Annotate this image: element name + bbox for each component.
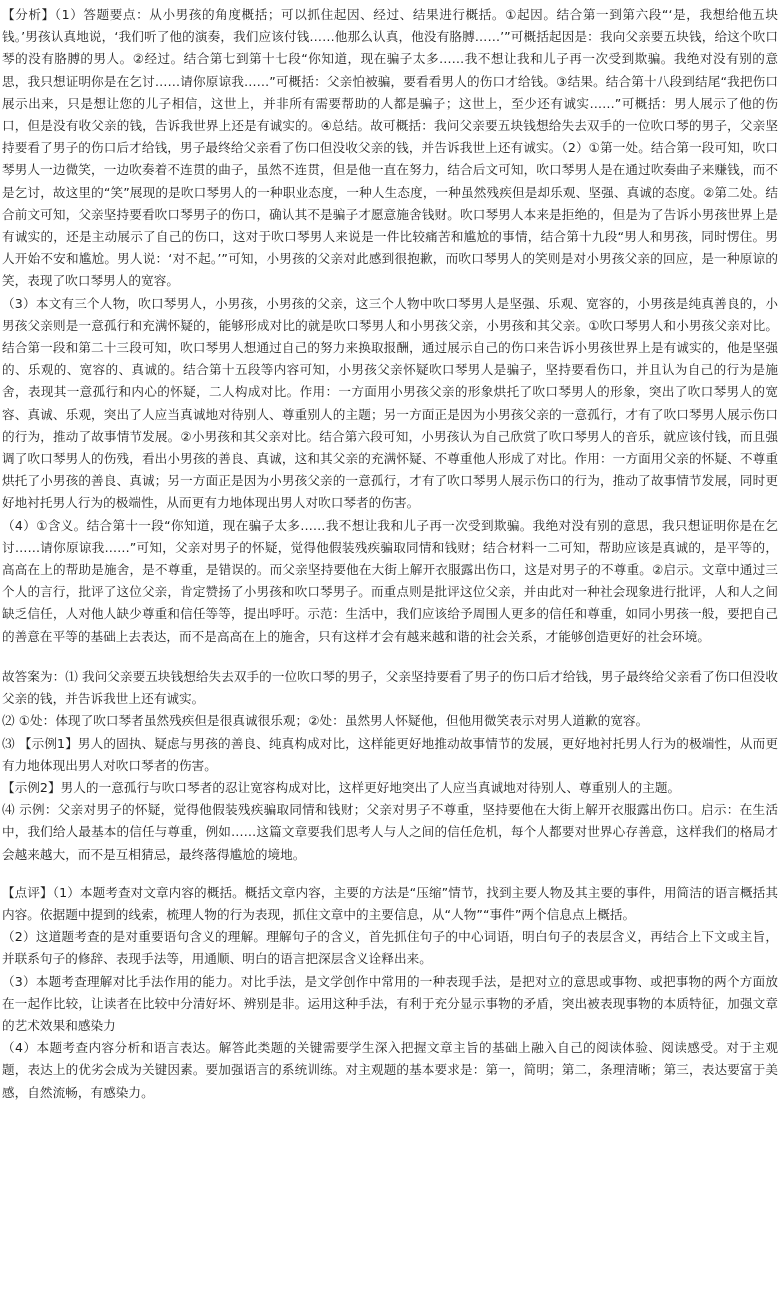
analysis-paragraph-2: （3）本文有三个人物，吹口琴男人，小男孩，小男孩的父亲，这三个人物中吹口琴男人是坚强、乐观、宽容的，小男孩是纯真善良的，小男孩父亲则是一意孤行和充满怀疑的，能够形成对比的就是吹口琴男人和小男孩父亲，小男孩和其父亲。①吹口琴男人和小男孩父亲对比。结合第一段和第二十三段可知，吹口琴男人想通过自己的努力来换取报酬，通过展示自己的伤口来告诉小男孩世界上是有诚实的，他是坚强的、乐观的、宽容的、真诚的。结合第十五段等内容可知，小男孩父亲怀疑吹口琴男人是骗子，坚持要看伤口，并且认为自己的行为是施舍，表现其一意孤行和内心的怀疑，二人构成对比。作用：一方面用小男孩父亲的形象烘托了吹口琴男人的形象，突出了吹口琴男人的宽容、真诚、乐观，突出了人应当真诚地对待别人、尊重别人的主题；另一方面正是因为小男孩父亲的一意孤行，才有了吹口琴男人展示伤口的行为，推动了故事情节发展。②小男孩和其父亲对比。结合第六段可知，小男孩认为自己欣赏了吹口琴男人的音乐，就应该付钱，而且强调了吹口琴男人的伤残，看出小男孩的善良、真诚，这和其父亲的充满怀疑、不尊重他人形成了对比。作用：一方面用父亲的怀疑、不尊重烘托了小男孩的善良、真诚；另一方面正是因为小男孩父亲的一意孤行，才有了吹口琴男人展示伤口的行为，推动了故事情节发展，同时更好地衬托男人行为的极端性，从而更有力地体现出男人对吹口琴者的伤害。 — [2, 295, 778, 511]
analysis-paragraph-1: 【分析】（1）答题要点：从小男孩的角度概括；可以抓住起因、经过、结果进行概括。①起因。结合第一到第六段“‘是，我想给他五块钱。’男孩认真地说，‘我们听了他的演奏，我们应该付钱……他那么认真，他没有胳膊……’”可概括起因是：我向父亲要五块钱，给这个吹口琴的没有胳膊的男人。②经过。结合第七到第十七段“你知道，现在骗子太多……我不想让我和儿子再一次受到欺骗。我绝对没有别的意思，我只想证明你是在乞讨……请你原谅我……”可概括：父亲怕被骗，要看看男人的伤口才给钱。③结果。结合第十八段到结尾“我把伤口展示出来，只是想让您的儿子相信，这世上，并非所有需要帮助的人都是骗子；这世上，至少还有诚实……”可概括：男人展示了他的伤口，但是没有收父亲的钱，告诉我世界上还是有诚实的。④总结。故可概括：我问父亲要五块钱想给失去双手的一位吹口琴的男子，父亲坚持要看了男子的伤口后才给钱，男子最终给父亲看了伤口但没收父亲的钱，并告诉我世上还有诚实。（2）①第一处。结合第一段可知，吹口琴男人一边微笑，一边吹奏着不连贯的曲子，虽然不连贯，但是他一直在努力，结合后文可知，吹口琴男人是在通过吹奏曲子来赚钱，而不是乞讨，故这里的“笑”展现的是吹口琴男人的一种职业态度，一种人生态度，一种虽然残疾但是却乐观、坚强、真诚的态度。②第二处。结合前文可知，父亲坚持要看吹口琴男子的伤口，确认其不是骗子才愿意施舍钱财。吹口琴男人本来是拒绝的，但是为了告诉小男孩世界上是有诚实的，还是主动展示了自己的伤口，这对于吹口琴男人来说是一件比较痛苦和尴尬的事情，结合第十九段“男人和男孩，同时愣住。男人开始不安和尴尬。男人说：‘对不起。’”可知，小男孩的父亲对此感到很抱歉，而吹口琴男人的笑则是对小男孩父亲的回应，是一种原谅的笑，表现了吹口琴男人的宽容。 — [2, 7, 778, 289]
answer-paragraph-2: ⑵ ①处：体现了吹口琴者虽然残疾但是很真诚很乐观；②处：虽然男人怀疑他，但他用微笑表示对男人道歉的宽容。 — [2, 713, 649, 729]
comment-paragraph-2: （2）这道题考查的是对重要语句含义的理解。理解句子的含义，首先抓住句子的中心词语，明白句子的表层含义，再结合上下文或主旨，并联系句子的修辞、表现手法等，用通顺、明白的语言把深层含义诠释出来。 — [2, 929, 778, 967]
section-gap — [2, 648, 778, 666]
answer-paragraph-3: ⑶ 【示例1】男人的固执、疑虑与男孩的善良、纯真构成对比，这样能更好地推动故事情节的发展，更好地衬托男人行为的极端性，从而更有力地体现出男人对吹口琴者的伤害。 — [2, 735, 778, 773]
comment-paragraph-4: （4）本题考查内容分析和语言表达。解答此类题的关键需要学生深入把握文章主旨的基础上融入自己的阅读体验、阅读感受。对于主观题，表达上的优劣会成为关键因素。要加强语言的系统训练。对主观题的基本要求是：第一，简明；第二，条理清晰；第三，表达要富于美感，自然流畅，有感染力。 — [2, 1040, 778, 1100]
analysis-paragraph-3: （4）①含义。结合第十一段“你知道，现在骗子太多……我不想让我和儿子再一次受到欺骗。我绝对没有别的意思，我只想证明你是在乞讨……请你原谅我……”可知，父亲对男子的怀疑，觉得他假装残疾骗取同情和钱财；结合材料一二可知，帮助应该是真诚的，是平等的，高高在上的帮助是施舍，是不尊重，是错误的。而父亲坚持要他在大街上解开衣服露出伤口，这是对男子的不尊重。②启示。文章中通过三个人的言行，批评了这位父亲，肯定赞扬了小男孩和吹口琴男子。而重点则是批评这位父亲，并由此对一种社会现象进行批评，人和人之间缺乏信任，人对他人缺少尊重和信任等等，提出呼吁。示范：生活中，我们应该给予周围人更多的信任和尊重，如同小男孩一般，要把自己的善意在平等的基础上去表达，而不是高高在上的施舍，只有这样才会有越来越和谐的社会关系，才能够创造更好的社会环境。 — [2, 517, 778, 644]
answer-paragraph-1: 故答案为：⑴ 我问父亲要五块钱想给失去双手的一位吹口琴的男子，父亲坚持要看了男子的伤口后才给钱，男子最终给父亲看了伤口但没收父亲的钱，并告诉我世上还有诚实。 — [2, 668, 778, 707]
comment-paragraph-3: （3）本题考查理解对比手法作用的能力。对比手法，是文学创作中常用的一种表现手法，是把对立的意思或事物、或把事物的两个方面放在一起作比较，让读者在比较中分清好坏、辨别是非。运用这种手法，有利于充分显示事物的矛盾，突出被表现事物的本质特征，加强文章的艺术效果和感染力 — [2, 973, 778, 1033]
answer-paragraph-5: ⑷ 示例：父亲对男子的怀疑，觉得他假装残疾骗取同情和钱财；父亲对男子不尊重，坚持要他在大街上解开衣服露出伤口。启示：在生活中，我们给人最基本的信任与尊重，例如……这篇文章要我们思考人与人之间的信任危机，每个人都要对世界心存善意，这样我们的格局才会越来越大，而不是互相猜忌，最终落得尴尬的境地。 — [2, 802, 778, 862]
section-gap — [2, 866, 778, 882]
comment-paragraph-1: 【点评】（1）本题考查对文章内容的概括。概括文章内容，主要的方法是“压缩”情节，找到主要人物及其主要的事件，用简洁的语言概括其内容。依据题中提到的线索，梳理人物的行为表现，抓住文章中的主要信息，从“人物”“事件”两个信息点上概括。 — [2, 884, 778, 922]
comment-section — [2, 882, 778, 1104]
answer-paragraph-4: 【示例2】男人的一意孤行与吹口琴者的忍让宽容构成对比，这样更好地突出了人应当真诚地对待别人、尊重别人的主题。 — [2, 779, 681, 795]
answer-section — [2, 666, 778, 866]
analysis-section — [2, 4, 778, 648]
